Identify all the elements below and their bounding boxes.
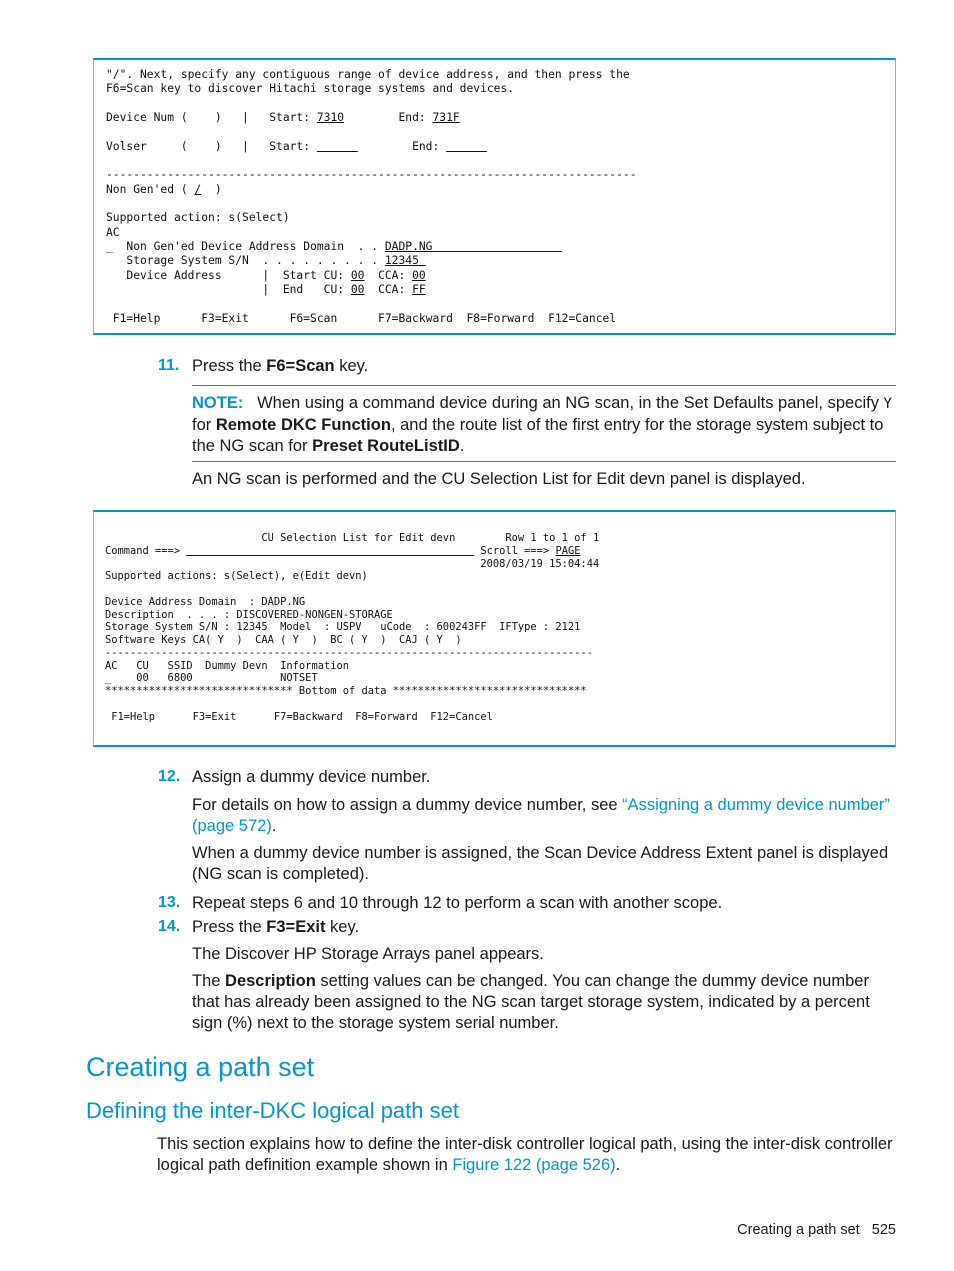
terminal-text: CU Selection List for Edit devn Row 1 to 1 of 1 Command ===> Scroll ===> PAGE 2008/03/19 15:04:44 Supported actions: s(Select), e(Edit devn) Device Address Domain : DADP.NG Description . . . : DISCOVERED-NONGEN-STORAGE Storage System S/N : 12345 Model : USPV uCode : 600243FF IFType : 2121 Software Keys CA( Y ) CAA ( Y ) BC ( Y ) CAJ ( Y ) ------------------------------------------------------------------------------ AC CU SSID Dummy Devn Information _ 00 6800 NOTSET ****************************** Bottom of data ******************************* F1=Help F3=Exit F7=Backward F8=Forward F12=Cancel <box>105 532 600 723</box>
subsection-heading: Defining the inter-DKC logical path set <box>86 1098 459 1123</box>
device-end-field[interactable]: 731F <box>432 111 460 125</box>
scroll-field[interactable]: PAGE <box>555 544 581 557</box>
note-label: NOTE: <box>192 394 244 412</box>
figure-link[interactable]: Figure 122 (page 526) <box>452 1156 616 1174</box>
step-13-text: Repeat steps 6 and 10 through 12 to perform a scan with another scope. <box>192 894 723 912</box>
step-14-description: The Description setting values can be changed. You can change the dummy device number that has already been assigned to the NG scan target storage system, indicated by a percent sign (%) next to the storage system serial number. <box>192 972 870 1032</box>
step-14-text: Press the F3=Exit key. <box>192 918 360 936</box>
step-number: 13. <box>158 894 181 911</box>
nongen-checkbox[interactable]: / <box>194 182 202 196</box>
section-intro: This section explains how to define the inter-disk controller logical path, using the inter-disk controller logical path definition example shown in Figure 122 (page 526). <box>157 1135 893 1174</box>
volser-end-field[interactable] <box>446 140 487 153</box>
domain-field[interactable]: DADP.NG <box>384 240 433 254</box>
assign-dummy-link[interactable]: “Assigning a dummy device number” (page 572) <box>192 796 890 835</box>
section-heading: Creating a path set <box>86 1052 315 1082</box>
note-rule-top <box>192 385 896 386</box>
step-12-details: For details on how to assign a dummy device number, see “Assigning a dummy device number” (page 572). <box>192 796 890 835</box>
step-number: 11. <box>158 357 180 374</box>
page-footer <box>737 1222 896 1238</box>
table-row[interactable]: _ 00 6800 NOTSET <box>105 672 318 685</box>
device-start-field[interactable]: 7310 <box>316 111 345 125</box>
terminal-text: "/". Next, specify any contiguous range of device address, and then press the F6=Scan key to discover Hitachi storage systems and devices. Device Num ( ) | Start: 7310 End: 731F Volser ( ) | Start: End: ------------------------------------------------------------------------------ Non Gen'ed ( / ) Supported action: s(Select) AC _ Non Gen'ed Device Address Domain . . DADP.NG Storage System S/N . . . . . . . . . 12345 Device Address | Start CU: 00 CCA: 00 | End CU: 00 CCA: FF F1=Help F3=Exit F6=Scan F7=Backward F8=Forward F12=Cancel <box>106 68 637 325</box>
volser-start-field[interactable] <box>317 140 358 153</box>
step-12-text: Assign a dummy device number. <box>192 768 431 786</box>
end-cu-field[interactable]: 00 <box>350 283 365 297</box>
start-cca-field[interactable]: 00 <box>412 268 426 282</box>
terminal-screen-cu-selection <box>93 510 896 747</box>
step-12-completed: When a dummy device number is assigned, the Scan Device Address Extent panel is displayed (NG scan is completed). <box>192 844 889 883</box>
end-cca-field[interactable]: FF <box>412 283 426 297</box>
terminal-screen-discover <box>93 58 896 335</box>
function-keys: F1=Help F3=Exit F7=Backward F8=Forward F12=Cancel <box>105 710 493 723</box>
serial-field[interactable]: 12345 <box>384 254 419 268</box>
step-11-text: Press the F6=Scan key. <box>192 357 369 375</box>
note: NOTE: When using a command device during an NG scan, in the Set Defaults panel, specify Y for Remote DKC Function, and the route list of the first entry for the storage system subject to the NG scan for Preset RouteListID. <box>192 394 892 455</box>
step-14-appears: The Discover HP Storage Arrays panel appears. <box>192 945 544 963</box>
after-note-text: An NG scan is performed and the CU Selection List for Edit devn panel is displayed. <box>192 470 806 488</box>
command-input[interactable] <box>186 545 474 557</box>
function-keys: F1=Help F3=Exit F6=Scan F7=Backward F8=Forward F12=Cancel <box>106 311 617 325</box>
start-cu-field[interactable]: 00 <box>350 268 365 282</box>
footer-title: Creating a path set <box>737 1222 860 1238</box>
page-number: 525 <box>871 1222 896 1238</box>
step-number: 12. <box>158 768 181 785</box>
note-rule-bottom <box>192 461 896 462</box>
step-number: 14. <box>158 918 181 935</box>
